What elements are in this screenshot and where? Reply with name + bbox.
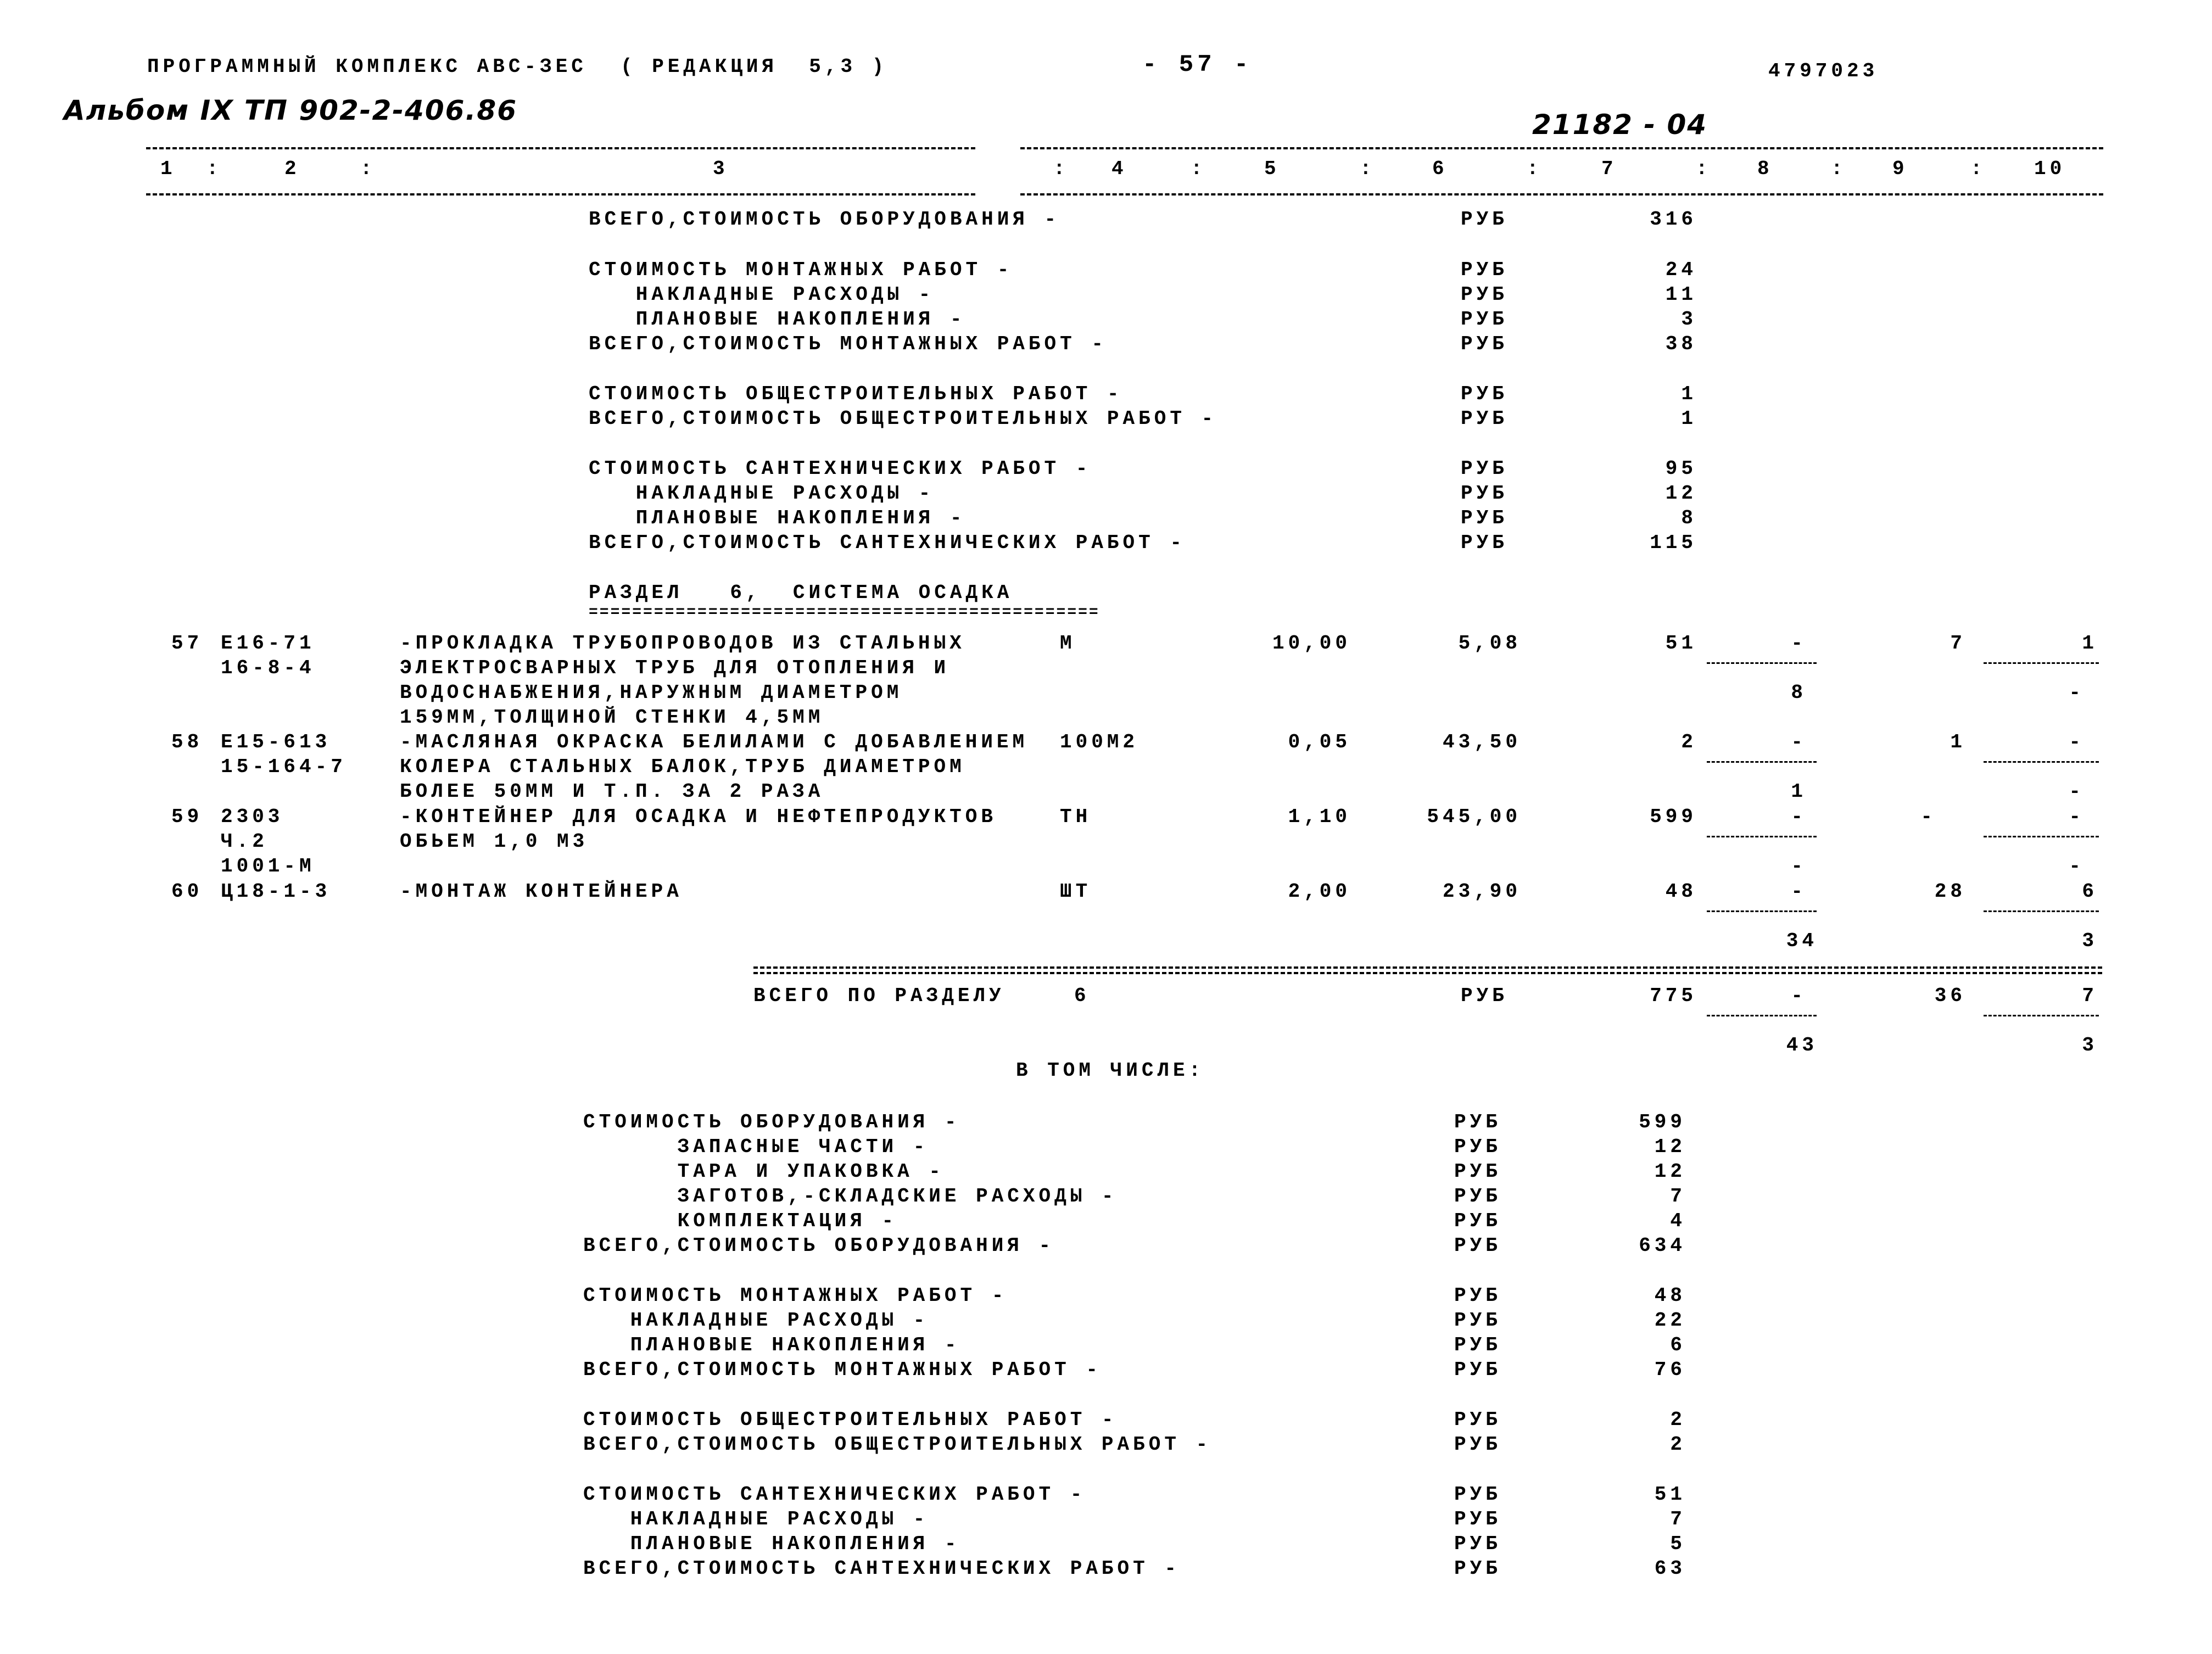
item-desc-line: ОБЬЕМ 1,0 М3 <box>400 830 589 853</box>
item-col10-bottom: - <box>2069 780 2085 803</box>
summary-label: ВСЕГО,СТОИМОСТЬ ОБЩЕСТРОИТЕЛЬНЫХ РАБОТ - <box>583 1433 1212 1456</box>
item-unit: 100М2 <box>1060 731 1139 753</box>
summary-unit: РУБ <box>1461 383 1508 405</box>
item-col8-bottom: - <box>1791 855 1807 878</box>
item-total: 599 <box>1650 806 1697 828</box>
item-code-3: 1001-М <box>221 855 315 878</box>
summary-label: СТОИМОСТЬ САНТЕХНИЧЕСКИХ РАБОТ - <box>583 1483 1086 1506</box>
item-number: 60 <box>171 880 203 903</box>
summary-label: ВСЕГО,СТОИМОСТЬ ОБОРУДОВАНИЯ - <box>589 208 1060 231</box>
section-total-value: 775 <box>1650 985 1697 1007</box>
summary-label: СТОИМОСТЬ САНТЕХНИЧЕСКИХ РАБОТ - <box>589 457 1092 480</box>
item-code-2: Ч.2 <box>221 830 268 853</box>
item-code: 2303 <box>221 806 284 828</box>
summary-label: ВСЕГО,СТОИМОСТЬ МОНТАЖНЫХ РАБОТ - <box>589 333 1107 355</box>
cell-divider <box>1707 761 1817 763</box>
summary-value: 599 <box>1639 1111 1686 1133</box>
summary-label: ВСЕГО,СТОИМОСТЬ САНТЕХНИЧЕСКИХ РАБОТ - <box>589 532 1186 554</box>
col-8: 8 <box>1757 158 1773 180</box>
item-code: Е15-613 <box>221 731 331 753</box>
summary-unit: РУБ <box>1454 1210 1501 1232</box>
total-rule-upper <box>753 966 2102 969</box>
section-total-number: 6 <box>1074 985 1090 1007</box>
section-total-label: ВСЕГО ПО РАЗДЕЛУ <box>753 985 1005 1007</box>
header-rule-top-left <box>146 147 975 149</box>
section-total-col9: 36 <box>1934 985 1966 1007</box>
including-label: В ТОМ ЧИСЛЕ: <box>1016 1059 1205 1082</box>
item-col9: 7 <box>1950 632 1966 655</box>
col-sep: : <box>1696 158 1712 180</box>
col-6: 6 <box>1432 158 1448 180</box>
project-code: 21182 - 04 <box>1532 109 1708 141</box>
col-sep: : <box>1970 158 1986 180</box>
summary-label: НАКЛАДНЫЕ РАСХОДЫ - <box>583 1508 929 1530</box>
summary-unit: РУБ <box>1454 1483 1501 1506</box>
summary-unit: РУБ <box>1454 1160 1501 1183</box>
doc-number: 4797023 <box>1768 60 1879 82</box>
summary-value: 2 <box>1670 1409 1686 1431</box>
cell-divider <box>1984 836 2099 837</box>
section-total-unit: РУБ <box>1461 985 1508 1007</box>
item-col10-top: 6 <box>2082 880 2098 903</box>
summary-unit: РУБ <box>1454 1309 1501 1332</box>
summary-value: 11 <box>1665 283 1697 306</box>
summary-unit: РУБ <box>1454 1359 1501 1381</box>
item-unit: ТН <box>1060 806 1092 828</box>
item-number: 57 <box>171 632 203 655</box>
cell-divider <box>1984 910 2099 912</box>
item-unit-price: 43,50 <box>1442 731 1521 753</box>
cell-divider <box>1707 662 1817 664</box>
section-title: РАЗДЕЛ 6, СИСТЕМА ОСАДКА <box>589 582 1013 604</box>
cell-divider <box>1984 1015 2099 1016</box>
col-1: 1 <box>160 158 176 180</box>
summary-value: 95 <box>1665 457 1697 480</box>
summary-label: ВСЕГО,СТОИМОСТЬ ОБЩЕСТРОИТЕЛЬНЫХ РАБОТ - <box>589 407 1217 430</box>
col-4: 4 <box>1111 158 1127 180</box>
item-desc-line: -МАСЛЯНАЯ ОКРАСКА БЕЛИЛАМИ С ДОБАВЛЕНИЕМ <box>400 731 1029 753</box>
section-total-col10-bottom: 3 <box>2082 1034 2098 1057</box>
col-7: 7 <box>1601 158 1617 180</box>
cell-divider <box>1707 836 1817 837</box>
summary-unit: РУБ <box>1461 308 1508 331</box>
item-col10-bottom: - <box>2069 855 2085 878</box>
item-col8-top: - <box>1791 731 1807 753</box>
summary-label: СТОИМОСТЬ МОНТАЖНЫХ РАБОТ - <box>583 1284 1008 1307</box>
summary-label: КОМПЛЕКТАЦИЯ - <box>583 1210 898 1232</box>
summary-value: 8 <box>1681 507 1697 529</box>
summary-unit: РУБ <box>1454 1136 1501 1158</box>
summary-unit: РУБ <box>1454 1433 1501 1456</box>
col-9: 9 <box>1892 158 1908 180</box>
item-number: 59 <box>171 806 203 828</box>
summary-value: 3 <box>1681 308 1697 331</box>
summary-label: ЗАПАСНЫЕ ЧАСТИ - <box>583 1136 929 1158</box>
summary-value: 7 <box>1670 1508 1686 1530</box>
summary-unit: РУБ <box>1461 208 1508 231</box>
item-unit: ШТ <box>1060 880 1092 903</box>
summary-unit: РУБ <box>1454 1234 1501 1257</box>
cell-divider <box>1707 1015 1817 1016</box>
item-quantity: 2,00 <box>1288 880 1351 903</box>
summary-unit: РУБ <box>1461 259 1508 281</box>
item-unit: М <box>1060 632 1076 655</box>
summary-unit: РУБ <box>1454 1284 1501 1307</box>
summary-value: 12 <box>1654 1160 1686 1183</box>
item-col9: 28 <box>1934 880 1966 903</box>
summary-label: СТОИМОСТЬ ОБЩЕСТРОИТЕЛЬНЫХ РАБОТ - <box>583 1409 1118 1431</box>
summary-label: НАКЛАДНЫЕ РАСХОДЫ - <box>583 1309 929 1332</box>
summary-unit: РУБ <box>1454 1185 1501 1208</box>
summary-label: ПЛАНОВЫЕ НАКОПЛЕНИЯ - <box>589 507 966 529</box>
item-quantity: 10,00 <box>1272 632 1351 655</box>
summary-unit: РУБ <box>1454 1508 1501 1530</box>
summary-value: 51 <box>1654 1483 1686 1506</box>
summary-label: СТОИМОСТЬ ОБЩЕСТРОИТЕЛЬНЫХ РАБОТ - <box>589 383 1123 405</box>
section-underline: =============================================== <box>589 604 1100 621</box>
summary-value: 12 <box>1654 1136 1686 1158</box>
summary-label: ПЛАНОВЫЕ НАКОПЛЕНИЯ - <box>589 308 966 331</box>
summary-value: 76 <box>1654 1359 1686 1381</box>
cell-divider <box>1707 910 1817 912</box>
item-desc-line: -КОНТЕЙНЕР ДЛЯ ОСАДКА И НЕФТЕПРОДУКТОВ <box>400 806 997 828</box>
col-2: 2 <box>284 158 300 180</box>
item-total: 51 <box>1665 632 1697 655</box>
summary-label: СТОИМОСТЬ ОБОРУДОВАНИЯ - <box>583 1111 960 1133</box>
item-unit-price: 23,90 <box>1442 880 1521 903</box>
section-total-col8-top: - <box>1791 985 1807 1007</box>
page-number: - 57 - <box>1142 51 1253 79</box>
item-col10-top: 1 <box>2082 632 2098 655</box>
summary-value: 2 <box>1670 1433 1686 1456</box>
item-desc-line: ЭЛЕКТРОСВАРНЫХ ТРУБ ДЛЯ ОТОПЛЕНИЯ И <box>400 657 950 679</box>
summary-value: 1 <box>1681 383 1697 405</box>
summary-value: 634 <box>1639 1234 1686 1257</box>
summary-unit: РУБ <box>1461 532 1508 554</box>
summary-unit: РУБ <box>1454 1533 1501 1555</box>
item-number: 58 <box>171 731 203 753</box>
item-desc-line: КОЛЕРА СТАЛЬНЫХ БАЛОК,ТРУБ ДИАМЕТРОМ <box>400 756 965 778</box>
item-col10-bottom: 3 <box>2082 930 2098 952</box>
summary-value: 38 <box>1665 333 1697 355</box>
summary-value: 24 <box>1665 259 1697 281</box>
summary-unit: РУБ <box>1454 1334 1501 1356</box>
summary-label: ПЛАНОВЫЕ НАКОПЛЕНИЯ - <box>583 1533 960 1555</box>
summary-label: ВСЕГО,СТОИМОСТЬ ОБОРУДОВАНИЯ - <box>583 1234 1055 1257</box>
item-col8-top: - <box>1791 632 1807 655</box>
program-name: ПРОГРАММНЫЙ КОМПЛЕКС АВС-ЗЕС <box>147 55 587 78</box>
album-note: Альбом IX ТП 902-2-406.86 <box>64 94 518 126</box>
col-sep: : <box>1527 158 1543 180</box>
summary-value: 12 <box>1665 482 1697 505</box>
header-rule-top-right <box>1020 147 2103 149</box>
summary-unit: РУБ <box>1461 407 1508 430</box>
summary-label: НАКЛАДНЫЕ РАСХОДЫ - <box>589 482 935 505</box>
col-sep: : <box>1053 158 1069 180</box>
summary-label: ЗАГОТОВ,-СКЛАДСКИЕ РАСХОДЫ - <box>583 1185 1118 1208</box>
summary-unit: РУБ <box>1454 1557 1501 1580</box>
summary-value: 48 <box>1654 1284 1686 1307</box>
summary-label: ВСЕГО,СТОИМОСТЬ САНТЕХНИЧЕСКИХ РАБОТ - <box>583 1557 1180 1580</box>
item-code: Ц18-1-3 <box>221 880 331 903</box>
item-col10-bottom: - <box>2069 681 2085 704</box>
cell-divider <box>1984 761 2099 763</box>
col-sep: : <box>1191 158 1206 180</box>
section-total-col10-top: 7 <box>2082 985 2098 1007</box>
item-col8-top: - <box>1791 880 1807 903</box>
summary-value: 4 <box>1670 1210 1686 1232</box>
summary-label: НАКЛАДНЫЕ РАСХОДЫ - <box>589 283 935 306</box>
summary-value: 1 <box>1681 407 1697 430</box>
header-rule-bottom-right <box>1020 193 2103 195</box>
summary-label: СТОИМОСТЬ МОНТАЖНЫХ РАБОТ - <box>589 259 1013 281</box>
summary-value: 115 <box>1650 532 1697 554</box>
col-5: 5 <box>1264 158 1280 180</box>
col-3: 3 <box>713 158 729 180</box>
summary-unit: РУБ <box>1454 1111 1501 1133</box>
item-col10-top: - <box>2069 806 2085 828</box>
item-quantity: 0,05 <box>1288 731 1351 753</box>
item-desc-line: ВОДОСНАБЖЕНИЯ,НАРУЖНЫМ ДИАМЕТРОМ <box>400 681 903 704</box>
total-rule-lower <box>753 972 2102 974</box>
item-col9: 1 <box>1950 731 1966 753</box>
summary-value: 63 <box>1654 1557 1686 1580</box>
summary-value: 5 <box>1670 1533 1686 1555</box>
item-desc-line: БОЛЕЕ 50ММ И Т.П. ЗА 2 РАЗА <box>400 780 824 803</box>
summary-label: ТАРА И УПАКОВКА - <box>583 1160 945 1183</box>
item-col8-bottom: 34 <box>1786 930 1818 952</box>
summary-value: 316 <box>1650 208 1697 231</box>
col-sep: : <box>206 158 222 180</box>
item-col10-top: - <box>2069 731 2085 753</box>
item-total: 2 <box>1681 731 1697 753</box>
summary-label: ПЛАНОВЫЕ НАКОПЛЕНИЯ - <box>583 1334 960 1356</box>
item-code-2: 16-8-4 <box>221 657 315 679</box>
summary-value: 6 <box>1670 1334 1686 1356</box>
cell-divider <box>1984 662 2099 664</box>
item-code: Е16-71 <box>221 632 315 655</box>
col-sep: : <box>360 158 376 180</box>
item-unit-price: 545,00 <box>1427 806 1521 828</box>
summary-value: 22 <box>1654 1309 1686 1332</box>
item-desc-line: 159ММ,ТОЛЩИНОЙ СТЕНКИ 4,5ММ <box>400 706 824 729</box>
edition: ( РЕДАКЦИЯ 5,3 ) <box>621 55 888 78</box>
item-col8-bottom: 8 <box>1791 681 1807 704</box>
item-col9: - <box>1920 806 1936 828</box>
col-sep: : <box>1831 158 1847 180</box>
col-10: 10 <box>2034 158 2066 180</box>
summary-unit: РУБ <box>1461 507 1508 529</box>
item-col8-top: - <box>1791 806 1807 828</box>
item-desc-line: -ПРОКЛАДКА ТРУБОПРОВОДОВ ИЗ СТАЛЬНЫХ <box>400 632 965 655</box>
summary-unit: РУБ <box>1454 1409 1501 1431</box>
item-quantity: 1,10 <box>1288 806 1351 828</box>
section-total-col8-bottom: 43 <box>1786 1034 1818 1057</box>
summary-label: ВСЕГО,СТОИМОСТЬ МОНТАЖНЫХ РАБОТ - <box>583 1359 1102 1381</box>
summary-value: 7 <box>1670 1185 1686 1208</box>
summary-unit: РУБ <box>1461 283 1508 306</box>
header-rule-bottom-left <box>146 193 975 195</box>
summary-unit: РУБ <box>1461 482 1508 505</box>
summary-unit: РУБ <box>1461 333 1508 355</box>
item-code-2: 15-164-7 <box>221 756 347 778</box>
col-sep: : <box>1360 158 1376 180</box>
item-unit-price: 5,08 <box>1458 632 1521 655</box>
item-total: 48 <box>1665 880 1697 903</box>
item-desc-line: -МОНТАЖ КОНТЕЙНЕРА <box>400 880 683 903</box>
item-col8-bottom: 1 <box>1791 780 1807 803</box>
summary-unit: РУБ <box>1461 457 1508 480</box>
